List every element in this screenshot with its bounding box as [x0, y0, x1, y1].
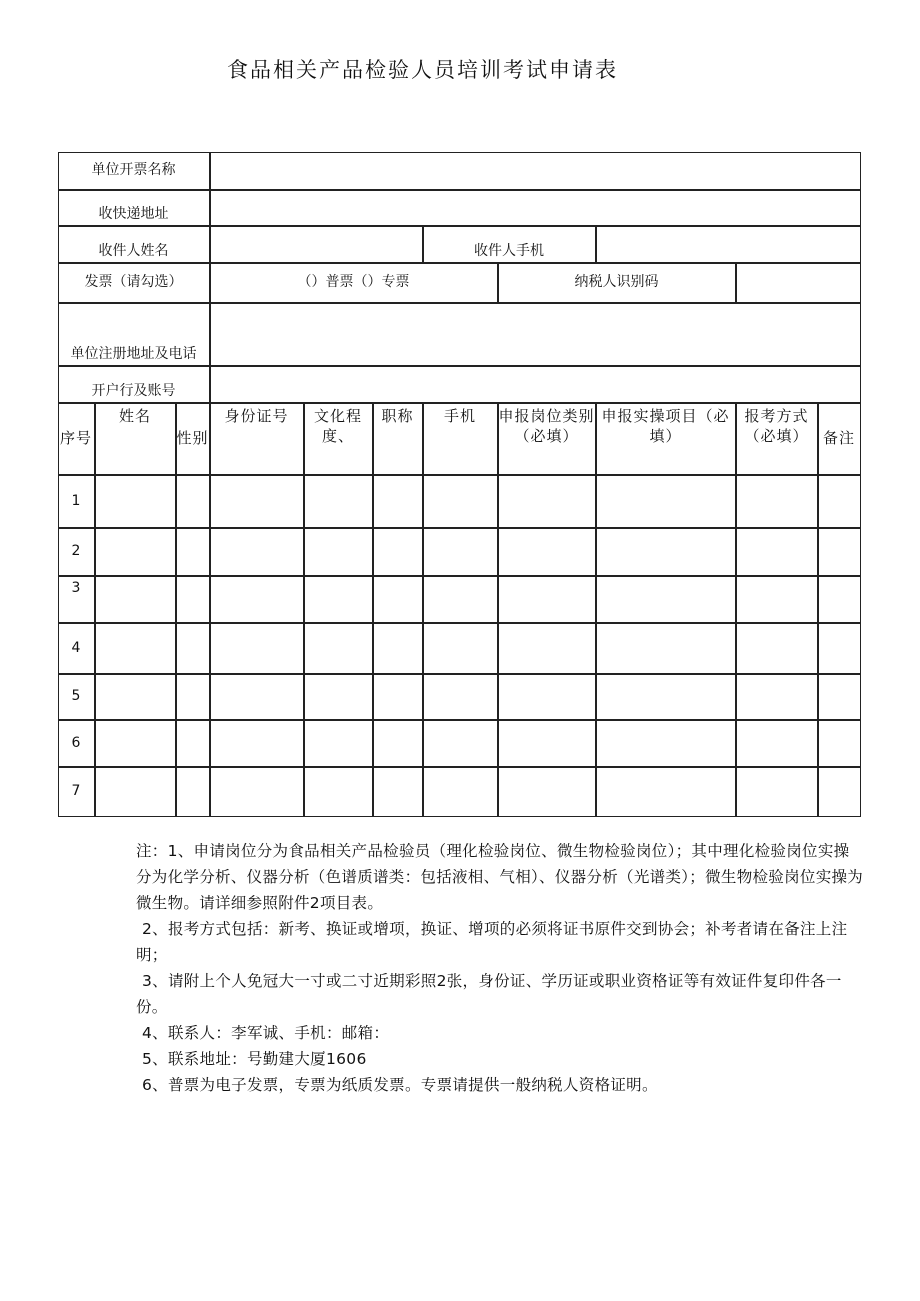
label-recipient-name: 收件人姓名	[58, 226, 210, 263]
field-bank-account[interactable]	[210, 366, 861, 403]
table-cell[interactable]	[498, 475, 596, 528]
row-number: 7	[58, 767, 95, 817]
row-number: 6	[58, 720, 95, 767]
header-practical-item: 申报实操项目（必填）	[596, 403, 736, 475]
label-taxpayer-id: 纳税人识别码	[498, 263, 736, 303]
table-cell[interactable]	[95, 576, 176, 623]
header-id-number: 身份证号	[210, 403, 304, 475]
table-cell[interactable]	[210, 767, 304, 817]
table-cell[interactable]	[736, 767, 818, 817]
header-education: 文化程度、	[304, 403, 373, 475]
table-cell[interactable]	[304, 576, 373, 623]
table-cell[interactable]	[304, 720, 373, 767]
table-cell[interactable]	[304, 767, 373, 817]
header-position-category: 申报岗位类别（必填）	[498, 403, 596, 475]
table-cell[interactable]	[373, 576, 423, 623]
table-cell[interactable]	[373, 767, 423, 817]
row-number: 4	[58, 623, 95, 674]
label-invoice: 发票（请勾选）	[58, 263, 210, 303]
table-cell[interactable]	[818, 576, 861, 623]
table-cell[interactable]	[498, 576, 596, 623]
field-company-invoice-name[interactable]	[210, 152, 861, 190]
table-cell[interactable]	[373, 720, 423, 767]
row-number: 3	[58, 576, 95, 623]
row-number: 2	[58, 528, 95, 576]
table-cell[interactable]	[596, 623, 736, 674]
page-title: 食品相关产品检验人员培训考试申请表	[227, 58, 618, 82]
table-cell[interactable]	[596, 674, 736, 720]
row-number: 1	[58, 475, 95, 528]
table-cell[interactable]	[596, 767, 736, 817]
table-cell[interactable]	[304, 475, 373, 528]
table-cell[interactable]	[95, 475, 176, 528]
table-cell[interactable]	[596, 528, 736, 576]
table-cell[interactable]	[818, 623, 861, 674]
header-exam-type: 报考方式（必填）	[736, 403, 818, 475]
table-cell[interactable]	[95, 623, 176, 674]
label-delivery-address: 收快递地址	[58, 190, 210, 226]
table-cell[interactable]	[498, 528, 596, 576]
table-cell[interactable]	[818, 767, 861, 817]
table-cell[interactable]	[423, 475, 498, 528]
label-bank-account: 开户行及账号	[58, 366, 210, 403]
table-cell[interactable]	[818, 475, 861, 528]
table-cell[interactable]	[210, 475, 304, 528]
table-cell[interactable]	[736, 674, 818, 720]
invoice-type-options[interactable]: （）普票（）专票	[210, 263, 498, 303]
table-cell[interactable]	[498, 623, 596, 674]
table-cell[interactable]	[304, 623, 373, 674]
header-gender: 性别	[176, 403, 210, 475]
table-cell[interactable]	[210, 623, 304, 674]
table-cell[interactable]	[95, 528, 176, 576]
table-cell[interactable]	[423, 767, 498, 817]
table-cell[interactable]	[498, 767, 596, 817]
table-cell[interactable]	[818, 720, 861, 767]
table-cell[interactable]	[95, 674, 176, 720]
table-cell[interactable]	[423, 528, 498, 576]
table-cell[interactable]	[210, 720, 304, 767]
table-cell[interactable]	[176, 674, 210, 720]
table-cell[interactable]	[596, 720, 736, 767]
table-cell[interactable]	[498, 674, 596, 720]
table-cell[interactable]	[176, 528, 210, 576]
table-cell[interactable]	[423, 576, 498, 623]
table-cell[interactable]	[210, 674, 304, 720]
table-cell[interactable]	[596, 576, 736, 623]
table-cell[interactable]	[373, 528, 423, 576]
table-cell[interactable]	[176, 576, 210, 623]
field-recipient-name[interactable]	[210, 226, 423, 263]
field-recipient-phone[interactable]	[596, 226, 861, 263]
header-remarks: 备注	[818, 403, 861, 475]
table-cell[interactable]	[423, 674, 498, 720]
table-cell[interactable]	[176, 623, 210, 674]
note-1: 注：1、申请岗位分为食品相关产品检验员（理化检验岗位、微生物检验岗位）；其中理化检验岗位实操分为化学分析、仪器分析（色谱质谱类：包括液相、气相）、仪器分析（光谱类）；微生物检验岗位实操为微生物。请详细参照附件2项目表。	[136, 842, 864, 912]
field-delivery-address[interactable]	[210, 190, 861, 226]
note-4: 4、联系人：李军诚、手机：邮箱：	[142, 1024, 390, 1042]
table-cell[interactable]	[176, 720, 210, 767]
table-cell[interactable]	[373, 674, 423, 720]
table-cell[interactable]	[498, 720, 596, 767]
label-registered-address-phone: 单位注册地址及电话	[58, 303, 210, 366]
table-cell[interactable]	[736, 720, 818, 767]
note-2: 2、报考方式包括：新考、换证或增项，换证、增项的必须将证书原件交到协会；补考者请在备注上注明；	[136, 920, 848, 964]
note-5: 5、联系地址：号勤建大厦1606	[142, 1050, 367, 1068]
field-taxpayer-id[interactable]	[736, 263, 861, 303]
table-cell[interactable]	[304, 674, 373, 720]
table-cell[interactable]	[818, 528, 861, 576]
note-3: 3、请附上个人免冠大一寸或二寸近期彩照2张，身份证、学历证或职业资格证等有效证件复印件各一份。	[136, 972, 842, 1016]
table-cell[interactable]	[736, 623, 818, 674]
row-number: 5	[58, 674, 95, 720]
label-recipient-phone: 收件人手机	[423, 226, 596, 263]
table-cell[interactable]	[736, 576, 818, 623]
header-seq: 序号	[58, 403, 95, 475]
note-6: 6、普票为电子发票，专票为纸质发票。专票请提供一般纳税人资格证明。	[142, 1076, 658, 1094]
table-cell[interactable]	[176, 475, 210, 528]
table-cell[interactable]	[95, 767, 176, 817]
table-cell[interactable]	[210, 528, 304, 576]
table-cell[interactable]	[373, 623, 423, 674]
header-name: 姓名	[95, 403, 176, 475]
table-cell[interactable]	[818, 674, 861, 720]
table-cell[interactable]	[95, 720, 176, 767]
table-cell[interactable]	[736, 475, 818, 528]
table-cell[interactable]	[736, 528, 818, 576]
header-phone: 手机	[423, 403, 498, 475]
table-cell[interactable]	[423, 623, 498, 674]
field-registered-address-phone[interactable]	[210, 303, 861, 366]
table-cell[interactable]	[304, 528, 373, 576]
table-cell[interactable]	[596, 475, 736, 528]
table-cell[interactable]	[423, 720, 498, 767]
table-cell[interactable]	[210, 576, 304, 623]
table-cell[interactable]	[373, 475, 423, 528]
header-title: 职称	[373, 403, 423, 475]
notes	[136, 838, 864, 1098]
table-cell[interactable]	[176, 767, 210, 817]
label-company-invoice-name: 单位开票名称	[58, 152, 210, 190]
